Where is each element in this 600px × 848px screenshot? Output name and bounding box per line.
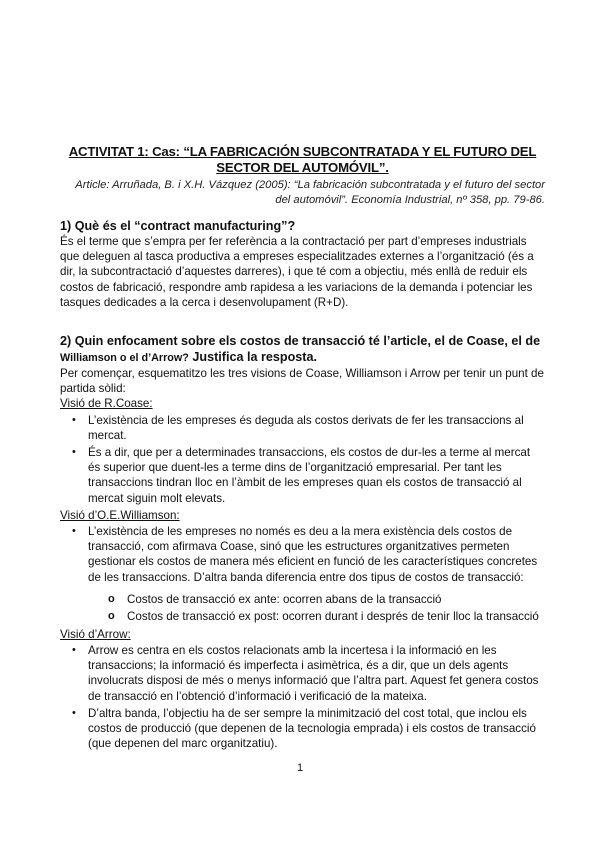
sub-list-item xyxy=(60,591,545,608)
question-2-heading xyxy=(60,333,545,366)
article-citation: Article: Arruñada, B. i X.H. Vázquez (2005): “La fabricación subcontratada y el futuro del sector del automóvil”. Economía Industrial, nº 358, pp. 79-86. xyxy=(75,179,545,206)
bullet-icon: • xyxy=(72,644,76,657)
circle-bullet-icon: o xyxy=(108,592,115,605)
bullet-icon: • xyxy=(72,413,76,426)
sub-list-item-text: Costos de transacció ex post: ocorren durant i després de tenir lloc la transacció xyxy=(127,609,539,623)
sub-list-item-text: Costos de transacció ex ante: ocorren abans de la transacció xyxy=(127,592,442,606)
question-2-heading-part1: 2) Quin enfocament sobre els costos de transacció té l’article, el de Coase, el de xyxy=(60,334,541,348)
coase-vision-label: Visió de R.Coase: xyxy=(60,397,153,411)
list-item-text: És a dir, que per a determinades transaccions, els costos de dur-les a terme al mercat és superior que duent-les a terme dins de l’organització empresarial. Per tant les transaccions tindran lloc en l’àmbit de les empreses quan els costos de transacció al mercat siguin molt elevats. xyxy=(88,446,531,505)
list-item-text: L’existència de les empreses no només es deu a la mera existència dels costos de transacció, com afirmava Coase, sinó que les estructures organitzatives permeten gestionar els costos de manera més eficient en funció de les característiques concretes de les transaccions. D’altra banda diferencia entre dos tipus de costos de transacció: xyxy=(88,525,538,584)
list-item xyxy=(60,445,545,506)
question-2-heading-part3: Justifica la resposta. xyxy=(192,350,317,364)
question-2-heading-part2: Williamson o el d’Arrow? xyxy=(60,352,189,364)
list-item-text: L’existència de les empreses és deguda als costos derivats de fer les transaccions al mercat. xyxy=(88,413,524,442)
list-item xyxy=(60,413,545,443)
list-item xyxy=(60,524,545,585)
coase-bullet-list xyxy=(60,413,545,506)
question-2-section xyxy=(60,333,545,753)
williamson-bullet-list xyxy=(60,524,545,585)
williamson-sub-list xyxy=(60,591,545,625)
circle-bullet-icon: o xyxy=(108,609,115,622)
bullet-icon: • xyxy=(72,446,76,459)
question-1-section xyxy=(60,218,545,310)
list-item xyxy=(60,643,545,704)
bullet-icon: • xyxy=(72,706,76,719)
williamson-vision-label: Visió d’O.E.Williamson: xyxy=(60,508,180,522)
arrow-bullet-list xyxy=(60,643,545,751)
list-item xyxy=(60,706,545,752)
list-item-text: D’altra banda, l’objectiu ha de ser sempre la minimització del cost total, que inclou els costos de producció (que depenen de la tecnologia emprada) i els costos de transacció (que depenen del marc organitzatiu). xyxy=(88,706,536,751)
question-1-answer: És el terme que s’empra per fer referència a la contractació per part d’empreses industrials que deleguen al tasca productiva a empreses especialitzades externes a l’organització (és a dir, la subcontractació d’aquestes darreres), i que té com a objectiu, més enllà de reduir els costos de fabricació, respondre amb rapidesa a les variacions de la demanda i potenciar les tasques dedicades a la cerca i desenvolupament (R+D). xyxy=(60,235,534,309)
sub-list-item xyxy=(60,608,545,625)
list-item-text: Arrow es centra en els costos relacionats amb la incertesa i la informació en les transaccions; la informació és imperfecta i asimètrica, és a dir, que un dels agents involucrats disposi de més o menys informació que l’altra part. Aquest fet genera costos de transacció en l’obtenció d’informació i verificació de la mateixa. xyxy=(88,644,539,703)
document-title: ACTIVITAT 1: Cas: “LA FABRICACIÓN SUBCONTRATADA Y EL FUTURO DEL SECTOR DEL AUTOMÓVIL”. xyxy=(68,144,537,175)
bullet-icon: • xyxy=(72,525,76,538)
question-1-heading: 1) Què és el “contract manufacturing”? xyxy=(60,219,296,233)
page-number: 1 xyxy=(296,762,304,774)
question-2-intro: Per començar, esquematitzo les tres visions de Coase, Williamson i Arrow per tenir un punt de partida sòlid: xyxy=(60,367,544,396)
arrow-vision-label: Visió d’Arrow: xyxy=(60,627,131,641)
